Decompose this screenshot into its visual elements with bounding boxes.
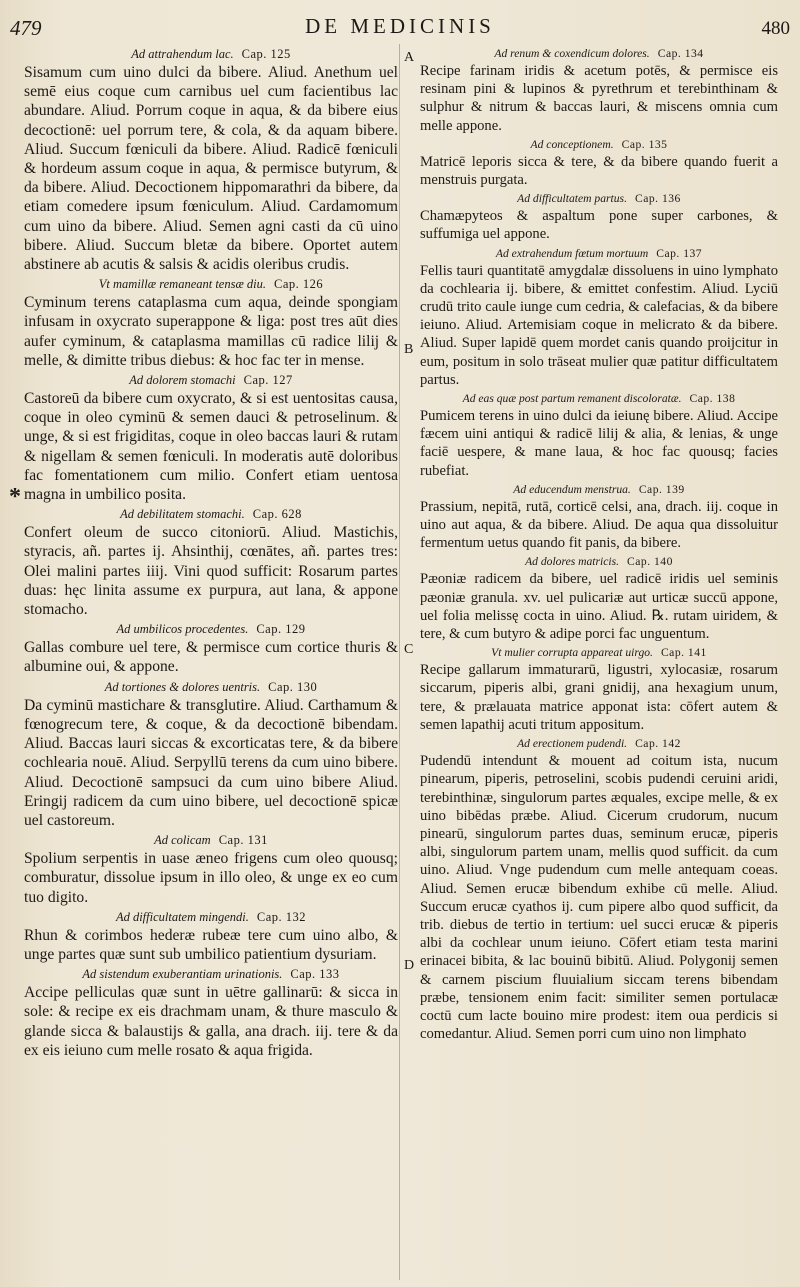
chapter-title: Ad dolores matricis.: [525, 555, 620, 569]
chapter-heading: [420, 191, 778, 207]
chapter-number: Cap. 125: [241, 47, 291, 61]
chapter-heading: [420, 46, 778, 62]
chapter-section: [420, 736, 778, 1043]
chapter-number: Cap. 134: [657, 47, 704, 60]
chapter-text: Fellis tauri quantitatē amygdalæ dissoluens in uino lymphato da cochlearia ij. bibere, & emittet confestim. Aliud. Lyciū crudū trito caule iunge cum cedria, & calefacias, & da bibere ieiuno. Aliud. Artemisiam coque in melicrato & da bibere. Aliud. Super lapidē quem mordet canis quando proijcitur in eum, positum in solo trāseat mulier quæ patitur difficultatem partus.: [420, 262, 778, 388]
chapter-text: Rhun & corimbos hederæ rubeæ tere cum uino albo, & unge partes quæ sunt sub umbilico patientium dysuriam.: [24, 926, 398, 963]
chapter-text: Prassium, nepitā, rutā, corticē celsi, ana, drach. iij. coque in uino aut aqua, & da bibere. Aliud. De aqua qua dissoluitur fermentum uetus quando fit panis, da bibere.: [420, 498, 778, 552]
chapter-heading: [24, 909, 398, 926]
chapter-text: Accipe pelliculas quæ sunt in uētre gallinarū: & sicca in sole: & recipe ex eis drachmam unam, & thure masculo & glande sicca & balaustijs & galla, ana drach. iij. tere & da ex eis ieiuno cum melle rosato & aqua frigida.: [24, 984, 398, 1059]
chapter-number: Cap. 138: [689, 392, 736, 406]
running-title: DE MEDICINIS: [305, 14, 495, 38]
chapter-section: [420, 391, 778, 480]
chapter-section: [24, 679, 398, 830]
section-marker-a: A: [404, 50, 415, 65]
chapter-text: Pæoniæ radicem da bibere, uel radicē iridis uel seminis pæoniæ granula. xv. uel pulicariæ aut urticæ succū appone, uel folia melissę cocta in uino. Aliud. ℞. rutam uiridem, & tere, & cum butyro & adipe porci fac unguentum.: [420, 571, 778, 643]
chapter-number: Cap. 141: [660, 646, 707, 660]
chapter-title: Ad conceptionem.: [530, 137, 614, 151]
chapter-title: Ad erectionem pudendi.: [517, 737, 628, 751]
chapter-number: Cap. 127: [243, 373, 293, 388]
chapter-heading: [24, 276, 398, 293]
chapter-number: Cap. 137: [656, 246, 703, 260]
chapter-number: Cap. 135: [621, 137, 668, 151]
chapter-text: Cyminum terens cataplasma cum aqua, deinde spongiam infusam in oxycrato superappone & liga: post tres aūt dies aufer cyminum, & cataplasma mamillas cū radice lilij & melle, & dimitte tribus diebus: & hoc fac ter in mense.: [24, 294, 398, 369]
chapter-text: Spolium serpentis in uase æneo frigens cum oleo quousq; comburatur, dissolue ipsum in illo oleo, & unge ex eo cum tuo digito.: [24, 850, 398, 906]
chapter-section: [420, 482, 778, 553]
chapter-title: Ad difficultatem partus.: [517, 192, 627, 206]
chapter-number: Cap. 131: [218, 833, 268, 848]
chapter-title: Ad dolorem stomachi: [129, 373, 236, 388]
chapter-section: [24, 276, 398, 370]
chapter-text: Sisamum cum uino dulci da bibere. Aliud. Anethum uel semē eius coque cum carnibus uel cum facientibus lac abundare. Aliud. Porrum coque in aqua, & da bibere eius decoctionē: uel porrum tere, & cola, & da aquam bibere. Aliud. Succum fœniculi da bibere. Aliud. Radicē fœniculi & hordeum assum coque in aqua, & permisce butyrum, & da bibere. Aliud. Decoctionem hippomarathri da bibere, da etiam comedere ipsum fœniculum. Aliud. Cardamomum cum uino da bibere. Aliud. Semen agni casti da cū uino bibere. Aliud. Succum bletæ da bibere. Oportet autem abstinere ab acutis & salsis & acidis oleribus crudis.: [24, 64, 398, 274]
section-marker-d: D: [404, 958, 415, 973]
chapter-heading: [420, 736, 778, 752]
chapter-heading: [24, 46, 398, 63]
chapter-section: [24, 621, 398, 676]
chapter-heading: [420, 246, 778, 262]
chapter-heading: [24, 621, 398, 638]
page-number-right: 480: [761, 18, 790, 39]
chapter-section: [24, 46, 398, 274]
chapter-title: Vt mulier corrupta appareat uirgo.: [491, 646, 653, 660]
chapter-heading: [420, 645, 778, 661]
right-column: [420, 46, 778, 1276]
chapter-text: Pumicem terens in uino dulci da ieiunę bibere. Aliud. Accipe fæcem uini antiqui & radicē lilij & alia, & lenias, & unge faciē uespere, & mane laua, & hoc fac quousq; facies rubefiat.: [420, 408, 778, 479]
chapter-title: Ad renum & coxendicum dolores.: [494, 47, 650, 60]
chapter-heading: [24, 506, 398, 523]
chapter-number: Cap. 129: [256, 622, 306, 637]
chapter-section: [24, 966, 398, 1060]
chapter-title: Ad umbilicos procedentes.: [116, 622, 249, 637]
chapter-section: [420, 645, 778, 734]
chapter-title: Ad sistendum exuberantiam urinationis.: [82, 967, 283, 982]
chapter-title: Ad attrahendum lac.: [131, 47, 234, 61]
chapter-title: Ad debilitatem stomachi.: [120, 507, 245, 522]
chapter-section: [420, 46, 778, 135]
chapter-number: Cap. 139: [638, 482, 685, 496]
chapter-title: Ad colicam: [154, 833, 211, 848]
chapter-number: Cap. 133: [290, 967, 340, 982]
chapter-text: Da cyminū mastichare & transglutire. Aliud. Carthamum & fœnogrecum tere, & coque, & da decoctionē bibendam. Aliud. Baccas lauri siccas & excorticatas tere, & da bibere cochlearia nouē. Aliud. Serpyllū terens da cum uino bibere. Aliud. Decoctionē sampsuci da cum uino bibere Aliud. Eringij radicem da cum uino bibere, uel decoctionē spicæ uel castoreum.: [24, 696, 398, 829]
chapter-heading: [420, 137, 778, 153]
chapter-section: [24, 506, 398, 619]
running-head: [0, 8, 800, 42]
chapter-number: Cap. 628: [252, 507, 302, 522]
chapter-text: Chamæpyteos & aspaltum pone super carbones, & suffumiga uel appone.: [420, 208, 778, 243]
chapter-section: [24, 909, 398, 964]
chapter-text: Pudendū intendunt & mouent ad coitum ista, nucum pinearum, piperis, petroselini, scobis pudendi ceruini aridi, terebinthinæ, singulorum partes æquales, excipe melle, & ex uino bibēdas præbe. Aliud. Cicerum crudorum, nucum pinearū, singulorum partes duas, seminum erucæ, piperis albi, singulorum partem unam, mellis quod sufficit. da cum uino. Aliud. Vnge pudendum cum melle antequam coeas. Aliud. Semen erucæ bibendum exhibe cū melle. Aliud. Succum erucæ cyathos ij. cum pipere albo quod sufficit, da trib. diebus de tertio in tertium: uel succi erucæ & piperis albi da cochlear unum ieiuno. Cōfert etiam testa marini erinacei bibita, & lac bouinū bibitū. Aliud. Polygonij semen & carnem piscium fluuialium siccam terens bibendam præbe, tensionem enim facit: similiter semen portulacæ coctū cum lacte bouino mire prodest: item oua perdicis si comedantur. Aliud. Semen porri cum uino non limphato: [420, 753, 778, 1043]
chapter-section: [420, 246, 778, 389]
chapter-heading: [24, 966, 398, 983]
chapter-heading: [420, 391, 778, 407]
chapter-heading: [420, 554, 778, 570]
column-gutter: [399, 44, 420, 1280]
chapter-number: Cap. 136: [634, 192, 681, 206]
chapter-text: Castoreū da bibere cum oxycrato, & si est uentositas causa, coque in oleo cyminū & semen dauci & petroselinum. & unge, & si est frigiditas, coque in oleo baccas lauri & rutam & nigellam & semen fœniculi. In moderatis autē doloribus fac fomentationem cum milio. Confert etiam uentosa magna in umbilico posita.: [24, 390, 398, 504]
chapter-section: [24, 372, 398, 504]
chapter-text: Confert oleum de succo citoniorū. Aliud. Mastichis, styracis, añ. partes ij. Ahsinthij, cœnātes, añ. partes tres: Olei malini partes iiij. Vini quod sufficit: Rosarum partes duas: hęc linita assume ex purpura, aut lana, & appone stomacho.: [24, 524, 398, 619]
chapter-title: Ad extrahendum fœtum mortuum: [495, 246, 649, 260]
chapter-title: Ad educendum menstrua.: [513, 482, 631, 496]
chapter-heading: [420, 482, 778, 498]
section-marker-c: C: [404, 642, 414, 657]
chapter-number: Cap. 142: [635, 737, 681, 751]
chapter-title: Vt mamillæ remaneant tensæ diu.: [98, 277, 267, 292]
chapter-number: Cap. 130: [268, 679, 318, 694]
section-marker-b: B: [404, 342, 414, 357]
chapter-number: Cap. 126: [274, 277, 324, 292]
chapter-text: Matricē leporis sicca & tere, & da bibere quando fuerit a menstruis purgata.: [420, 153, 778, 189]
chapter-section: [420, 191, 778, 243]
chapter-section: [24, 832, 398, 907]
chapter-text: Gallas combure uel tere, & permisce cum cortice thuris & albumine oui, & appone.: [24, 639, 398, 676]
chapter-title: Ad eas quæ post partum remanent discoloratæ.: [462, 392, 682, 406]
chapter-heading: [24, 679, 398, 696]
chapter-title: Ad tortiones & dolores uentris.: [104, 679, 261, 694]
chapter-heading: [24, 832, 398, 849]
left-column: [24, 46, 398, 1276]
chapter-heading: [24, 372, 398, 389]
chapter-number: Cap. 132: [256, 909, 307, 924]
chapter-text: Recipe gallarum immaturarū, ligustri, xylocasiæ, rosarum siccarum, piperis albi, grani gnidij, ana hexagium unum, tere, & prælauata matrice apponat ista: cōfert autem & semen lapathij acuti tritum appositum.: [420, 662, 778, 733]
chapter-section: [420, 554, 778, 643]
chapter-number: Cap. 140: [627, 555, 673, 569]
chapter-section: [420, 137, 778, 189]
chapter-text: Recipe farinam iridis & acetum potēs, & permisce eis resinam pini & lupinos & pyrethrum et terebinthinam & sulphur & nitrum & baccas lauri, & miscens omnia cum melle appone.: [420, 63, 778, 134]
page-number-left: 479: [10, 16, 42, 40]
asterisk-margin-mark: *: [9, 484, 21, 510]
chapter-title: Ad difficultatem mingendi.: [115, 909, 249, 924]
